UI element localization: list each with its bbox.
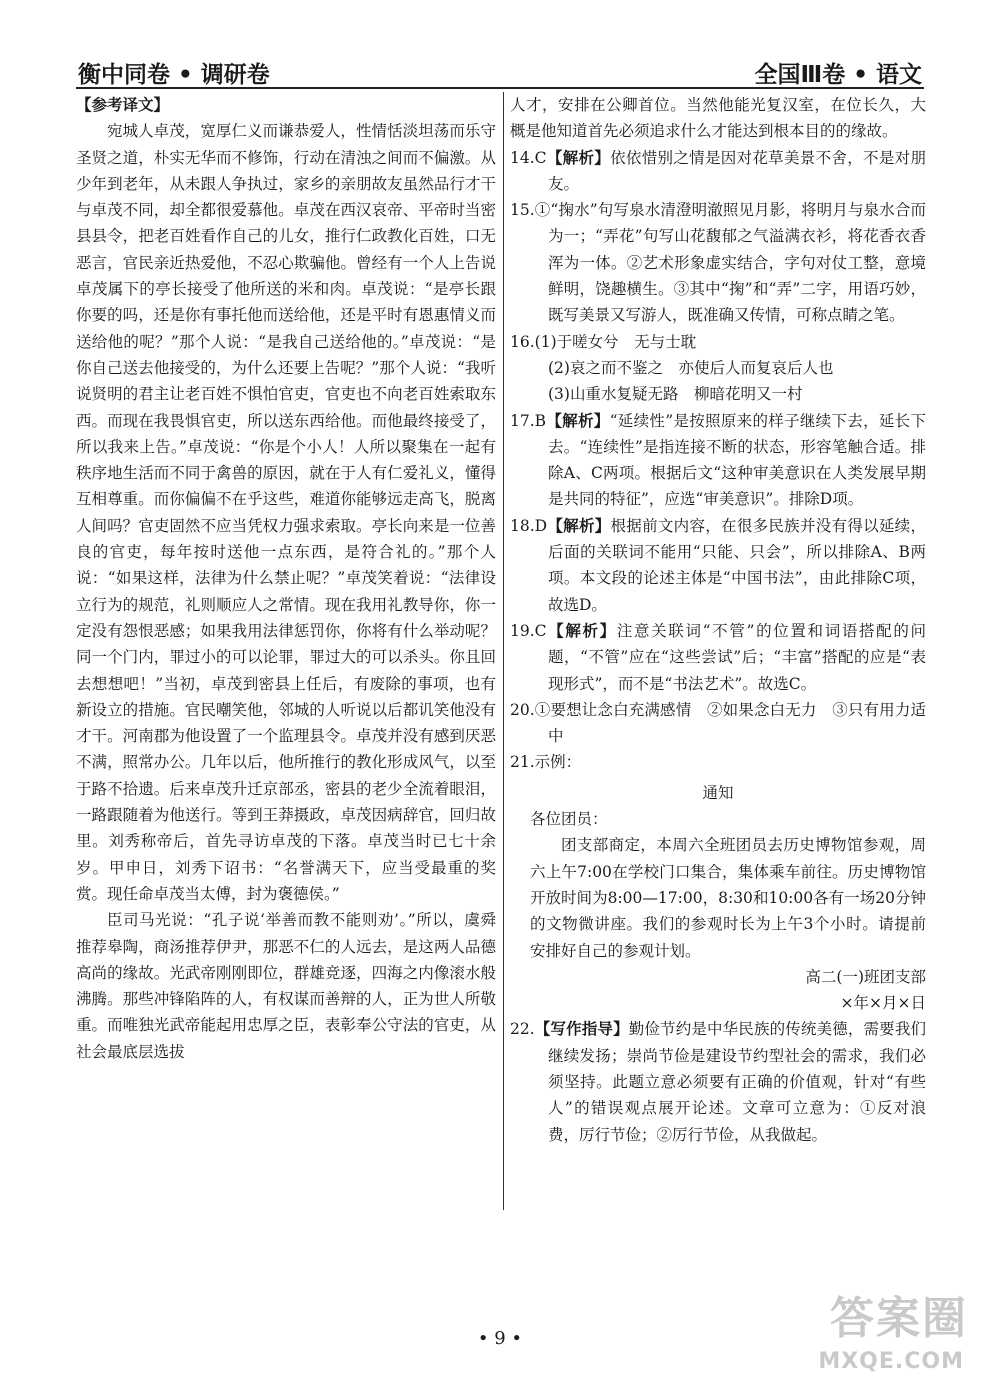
answer-22-text: 勤俭节约是中华民族的传统美德，需要我们继续发扬；崇尚节俭是建设节约型社会的需求，我们必须坚持。此题立意必须要有正确的价值观，针对“有些人”的错误观点展开论述。文章可立意为：①反对浪费，厉行节俭；②厉行节俭，从我做起。	[548, 1020, 926, 1144]
answer-21	[510, 749, 926, 775]
answer-14-number: 14.C	[510, 148, 547, 167]
notice-title: 通知	[702, 783, 734, 802]
page-header	[0, 0, 1000, 92]
answer-17	[510, 408, 926, 513]
answer-19-tag: 【解析】	[546, 621, 617, 640]
right-column	[510, 92, 926, 1148]
answer-20-number: 20.	[510, 700, 535, 719]
answer-21-intro: 示例：	[534, 753, 582, 772]
translation-paragraph-1: 宛城人卓茂，宽厚仁义而谦恭爱人，性情恬淡坦荡而乐守圣贤之道，朴实无华而不修饰，行动在清浊之间而不偏激。从少年到老年，从未跟人争执过，家乡的亲朋故友虽然品行才干与卓茂不同，却全都很爱慕他。卓茂在西汉哀帝、平帝时当密县县令，把老百姓看作自己的儿女，推行仁政教化百姓，口无恶言，官民亲近热爱他，不忍心欺骗他。曾经有一个人上告说卓茂属下的亭长接受了他所送的米和肉。卓茂说：“是亭长跟你要的吗，还是你有事托他而送给他，还是平时有恩惠情义而送给他的呢？”那个人说：“是我自己送给他的。”卓茂说：“是你自己送去他接受的，为什么还要上告呢？”那个人说：“我听说贤明的君主让老百姓不惧怕官吏，官吏也不向老百姓索取东西。而现在我畏惧官吏，所以送东西给他。而他最终接受了，所以我来上告。”卓茂说：“你是个小人！人所以聚集在一起有秩序地生活而不同于禽兽的原因，就在于人有仁爱礼义，懂得互相尊重。而你偏偏不在乎这些，难道你能够远走高飞，脱离人间吗？官吏固然不应当凭权力强求索取。亭长向来是一位善良的官吏，每年按时送他一点东西，是符合礼的。”那个人说：“如果这样，法律为什么禁止呢？”卓茂笑着说：“法律设立行为的规范，礼则顺应人之常情。现在我用礼教导你，你一定没有怨恨恶感；如果我用法律惩罚你，你将有什么举动呢？同一个门内，罪过小的可以论罪，罪过大的可以杀头。你且回去想想吧！”当初，卓茂到密县上任后，有废除的事项，也有新设立的措施。官民嘲笑他，邻城的人听说以后都讥笑他没有才干。河南郡为他设置了一个监理县令。卓茂并没有感到厌恶不满，照常办公。几年以后，他所推行的教化形成风气，以至于路不拾遗。后来卓茂升迁京部丞，密县的老少全流着眼泪，一路跟随着为他送行。等到王莽摄政，卓茂因病辞官，回归故里。刘秀称帝后，首先寻访卓茂的下落。卓茂当时已七十余岁。甲申日，刘秀下诏书：“名誉满天下，应当受最重的奖赏。现任命卓茂当太傅，封为褒德侯。”	[76, 122, 496, 903]
translation-continuation: 人才，安排在公卿首位。当然他能光复汉室，在位长久，大概是他知道首先必须追求什么才能达到根本目的的缘故。	[510, 96, 926, 141]
translation-paragraph-2: 臣司马光说：“孔子说‘举善而教不能则劝’。”所以，虞舜推荐皋陶，商汤推荐伊尹，那恶不仁的人远去，是这两人品德高尚的缘故。光武帝刚刚即位，群雄竞逐，四海之内像滚水般沸腾。那些冲锋陷阵的人，有权谋而善辩的人，正为世人所敬重。而唯独光武帝能起用忠厚之臣，表彰奉公守法的官吏，从社会最底层选拔	[76, 911, 496, 1061]
answer-14-text: 依依惜别之情是因对花草美景不舍，不是对朋友。	[548, 148, 926, 193]
answer-17-number: 17.B	[510, 411, 547, 430]
answer-16-line-3: (3)山重水复疑无路 柳暗花明又一村	[548, 385, 803, 404]
notice-date: ×年×月×日	[840, 994, 926, 1013]
answer-19	[510, 618, 926, 697]
notice-salutation: 各位团员：	[530, 810, 608, 829]
answer-21-number: 21.	[510, 753, 535, 772]
notice-signature: 高二(一)班团支部	[805, 967, 926, 986]
answer-15-text: ①“掬水”句写泉水清澄明澈照见月影，将明月与泉水合而为一；“弄花”句写山花馥郁之气溢满衣衫，将花香衣香浑为一体。②艺术形象虚实结合，字句对仗工整，意境鲜明，饶趣横生。③其中“掬”和“弄”二字，用语巧妙，既写美景又写游人，既准确又传情，可称点睛之笔。	[534, 201, 926, 325]
answer-16	[510, 329, 926, 355]
answer-18	[510, 513, 926, 618]
answer-22-tag: 【写作指导】	[534, 1020, 629, 1039]
answer-19-text: 注意关联词“不管”的位置和词语搭配的问题，“不管”应在“这些尝试”后；“丰富”搭配的应是“表现形式”，而不是“书法艺术”。故选C。	[548, 621, 926, 693]
watermark-domain: MXQE.COM	[818, 1349, 964, 1374]
left-column	[76, 92, 496, 1065]
answer-16-number: 16.	[510, 332, 535, 351]
answer-15	[510, 197, 926, 328]
watermark-logo-text: 答案圈	[830, 1293, 968, 1344]
column-divider	[503, 92, 504, 1210]
header-exam-subject: 全国Ⅲ卷 • 语文	[754, 62, 922, 88]
answer-18-tag: 【解析】	[547, 516, 611, 535]
answer-18-number: 18.D	[510, 516, 548, 535]
answer-22-number: 22.	[510, 1020, 535, 1039]
header-rule	[76, 87, 924, 89]
notice-body: 团支部商定，本周六全班团员去历史博物馆参观，周六上午7:00在学校门口集合，集体乘车前往。历史博物馆开放时间为8:00—17:00，8:30和10:00各有一场20分钟的文物微讲座。我们的参观时长为上午3个小时。请提前安排好自己的参观计划。	[530, 836, 926, 960]
answer-17-text: “延续性”是按照原来的样子继续下去，延长下去。“连续性”是指连接不断的状态，形容笔触合适。排除A、C两项。根据后文“这种审美意识在人类发展早期是共同的特征”，应选“审美意识”。排除D项。	[548, 411, 926, 509]
answer-14-tag: 【解析】	[546, 148, 611, 167]
answer-14	[510, 145, 926, 198]
page-number: • 9 •	[477, 1328, 523, 1349]
header-series-title: 衡中同卷 • 调研卷	[78, 62, 270, 88]
translation-heading: 【参考译文】	[76, 96, 170, 114]
answer-18-text: 根据前文内容，在很多民族并没有得以延续，后面的关联词不能用“只能、只会”，所以排除A、B两项。本文段的论述主体是“中国书法”，由此排除C项，故选D。	[548, 516, 926, 614]
answer-19-number: 19.C	[510, 621, 547, 640]
site-watermark	[808, 1282, 978, 1374]
answer-16-line-2: (2)哀之而不鉴之 亦使后人而复哀后人也	[548, 358, 834, 377]
answer-15-number: 15.	[510, 201, 535, 220]
answer-16-line-1: (1)于嗟女兮 无与士耽	[534, 332, 697, 351]
answer-17-tag: 【解析】	[546, 411, 610, 430]
answer-20	[510, 697, 926, 750]
answer-20-text: ①要想让念白充满感情 ②如果念白无力 ③只有用力适中	[534, 700, 926, 746]
answer-22	[510, 1016, 926, 1147]
